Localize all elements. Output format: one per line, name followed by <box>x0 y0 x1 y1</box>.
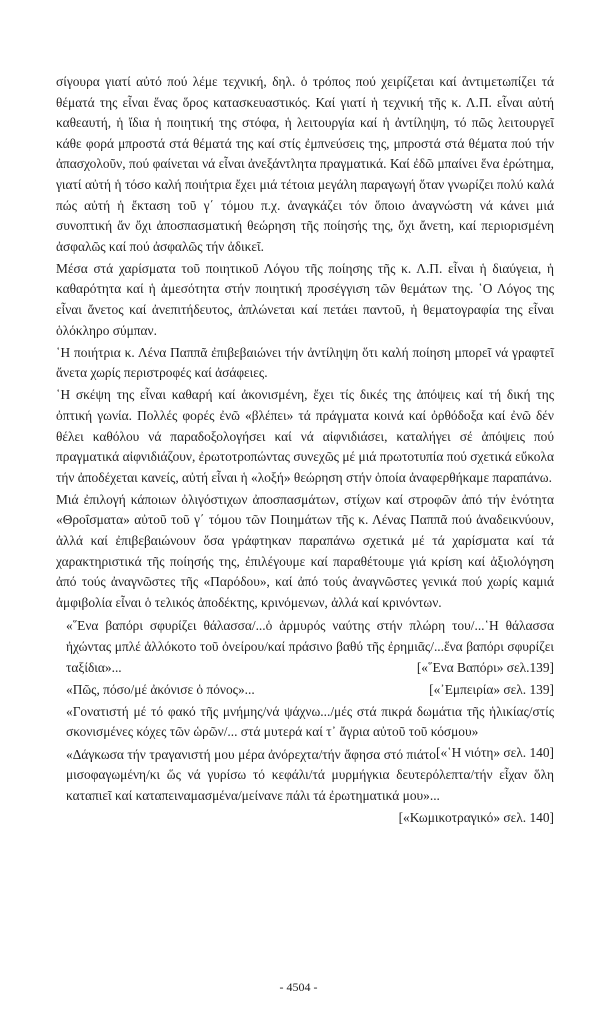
paragraph: Μιά ἐπιλογή κάποιων ὀλιγόστιχων ἀποσπασμάτων, στίχων καί στροφῶν ἀπό τήν ἑνότητα «Θροΐσματα» αὐτοῦ τοῦ γ΄ τόμου τῶν Ποιημάτων τῆς κ. Λένας Παππᾶ πού ἀναδεικνύουν, ἀλλά καί ἐπιβεβαιώνουν ὅσα γράφτηκαν παραπάνω σχετικά μέ τά χαρίσματα καί τά χαρακτηριστικά τῆς ποίησής της, ἐπιλέγουμε καί παραθέτουμε γιά κρίση καί ἀξιολόγηση ἀπό τούς ἀναγνῶστες τῆς «Παρόδου», καί ἀπό τούς ἀναγνῶστες γενικά πού χωρίς καμιά ἀμφιβολία εἶναι ὁ τελικός ἀποδέκτης, κρινόμενων, ἀλλά καί κρινόντων. <box>56 491 554 610</box>
quote-text: «Δάγκωσα τήν τραγανιστή μου μέρα ἀνόρεχτα/τήν ἄφησα στό πιάτο μισοφαγωμένη/κι ὥς νά γυρίσω τό κεφάλι/τά μυρμήγκια δευτερόλεπτα/τήν εἶχαν ὅλη καταπιεῖ καί καταπειναμασμένα/μείνανε πάλι τά ἐρωτηματικά μου»... <box>66 746 554 803</box>
page-body <box>56 72 554 830</box>
quote-text: «Πῶς, πόσο/μέ ἀκόνισε ὁ πόνος»... <box>66 681 255 697</box>
paragraph: ῾Η ποιήτρια κ. Λένα Παππᾶ ἐπιβεβαιώνει τήν ἀντίληψη ὅτι καλή ποίηση μπορεῖ νά γραφτεῖ ἄνετα χωρίς περιστροφές καί ἀσάφειες. <box>56 344 554 381</box>
poem-quote <box>66 616 554 678</box>
quote-reference: [«Κωμικοτραγικό» σελ. 140] <box>398 809 554 825</box>
quote-text: «Γονατιστή μέ τό φακό τῆς μνήμης/νά ψάχνω.../μές στά πικρά δωμάτια τῆς ἡλικίας/στίς σκονισμένες κόχες τῶν ὡρῶν/... στά μυτερά καί τ᾿ ἄγρια αὐτοῦ τοῦ κόσμου» <box>66 703 554 740</box>
paragraph: ῾Η σκέψη της εἶναι καθαρή καί ἀκονισμένη, ἔχει τίς δικές της ἀπόψεις καί τή δική της ὀπτική γωνία. Πολλές φορές ἐνῶ «βλέπει» τά πράγματα κοινά καί ὀρθόδοξα καί ἐνῶ δέν θέλει καθόλου νά παραδοξολογήσει καί νά αἰφνιδιάσει, καταλήγει σέ ἀπόψεις πού πραγματικά αἰφνιδιάζουν, ἐρωτοτροπώντας συνεχῶς μέ μιά πρωτοτυπία πού σχετικά εὔκολα τήν ἀποδέχεται κανείς, αὐτή εἶναι ἡ «λοξή» θεώρηση στήν ὁποία ἀναφερθήκαμε παραπάνω. <box>56 387 554 485</box>
quote-reference: [«῾Η νιότη» σελ. 140] <box>436 745 554 760</box>
quote-reference: [«᾿Εμπειρία» σελ. 139] <box>429 681 554 697</box>
poem-quote <box>66 702 554 760</box>
quote-text: «῞Ενα βαπόρι σφυρίζει θάλασσα/...ὁ ἁρμυρός ναύτης στήν πλώρη του/...῾Η θάλασσα ἠχώντας μπλέ ἀλλόκοτο τοῦ ὀνείρου/καί πράσινο βαθύ τῆς ἐρημιᾶς/...ἕνα βαπόρι σφυρίζει ταξίδια»... <box>66 618 554 675</box>
poem-quote <box>66 680 554 701</box>
paragraph: Μέσα στά χαρίσματα τοῦ ποιητικοῦ Λόγου τῆς ποίησης τῆς κ. Λ.Π. εἶναι ἡ διαύγεια, ἡ καθαρότητα καί ἡ ἀμεσότητα στήν ποιητική προσέγγιση τῶν θεμάτων της. ῾Ο Λόγος της εἶναι ἄνετος καί ἀνεπιτήδευτος, ἁπλώνεται καί πετάει παντοῦ, ἡ θεματογραφία της εἶναι ὁλόκληρο σύμπαν. <box>56 260 554 338</box>
quotes-block <box>66 616 554 828</box>
page-number: - 4504 - <box>279 980 318 994</box>
quote-reference: [«῞Ενα Βαπόρι» σελ.139] <box>416 659 554 675</box>
paragraph: σίγουρα γιατί αὐτό πού λέμε τεχνική, δηλ. ὁ τρόπος πού χειρίζεται καί ἀντιμετωπίζει τά θέματά της εἶναι ἕνας ὅρος κατασκευαστικός. Καί γιατί ἡ τεχνική τῆς κ. Λ.Π. εἶναι αὐτή καθεαυτή, ἡ ἴδια ἡ ποιητική της στόφα, ἡ λειτουργία καί ἡ ἀντίληψη, τό πῶς λειτουργεῖ κάθε φορά μπροστά στά θέματά της καί στίς ἐμπνεύσεις της, μπροστά στά θέματα πού τήν ἀπασχολοῦν, πού φαίνεται νά εἶναι ἀνεξάντλητα πραγματικά. Καί ἐδῶ μπαίνει ἕνα ἐρώτημα, γιατί αὐτή ἡ τόσο καλή ποιήτρια ἔχει μιά τέτοια μεγάλη παραγωγή ὅταν γνωρίζει πολύ καλά πώς αὐτή ἡ ἔκταση τοῦ γ΄ τόμου π.χ. ἀναγκάζει τόν ὅποιο ἀναγνώστη νά κάνει μιά συνοπτική ἄν ὄχι ἀποσπασματική θεώρηση τῆς ποίησής της, ὄχι ἄνετη, καί περιορισμένη ἀσφαλῶς καί πού ἀσφαλῶς τήν ἀδικεῖ. <box>56 74 554 254</box>
